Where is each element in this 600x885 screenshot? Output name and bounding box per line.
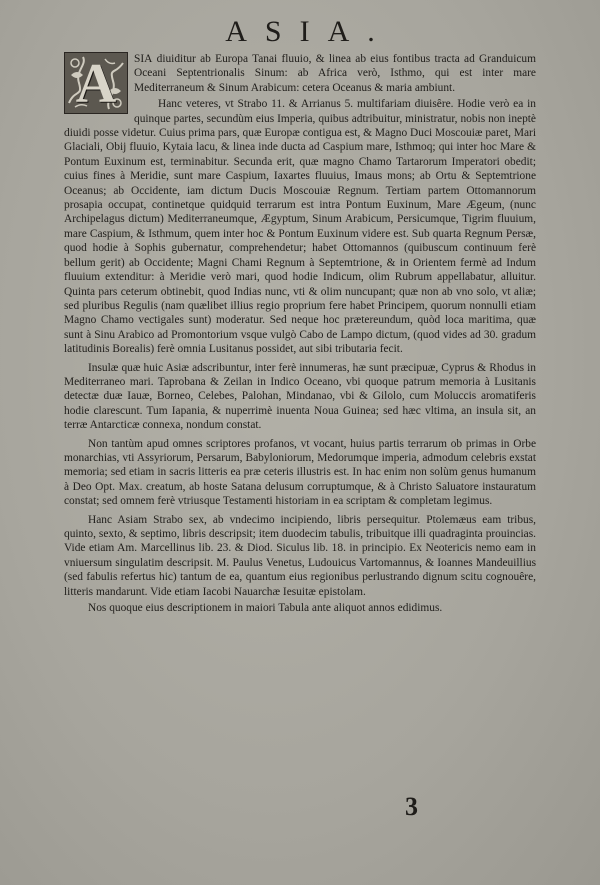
ornamental-initial-a-icon: [64, 52, 128, 114]
paragraph-1: [64, 52, 536, 114]
body-text: [64, 52, 536, 617]
paragraph-2: Hanc veteres, vt Strabo 11. & Arrianus 5. multifariam diuisêre. Hodie verò ea in quinque partes, secundùm eius Imperia, quibus adtribuitur, ministratur, nobis non ineptè diuidi posse videtur. Cuius prima pars, quæ Europæ contigua est, & Magno Duci Moscouiæ paret, Mari Glaciali, Obij fluuio, Kytaia lacu, & linea inde ducta ad Caspium mare, Isthmoq; qui inter hoc Mare & Pontum Euxinum est, terminabitur. Secunda erit, quæ magno Chamo Tartarorum Imperatori obedit; cuius fines à Meridie, sunt mare Caspium, Iaxartes fluuius, Imaus mons; ab Ortu & Septemtrione Oceanus; ab Occidente, iam dictum Ducis Moscouiæ Regnum. Tertiam partem Ottomannorum prosapia occupat, continetque quidquid terrarum est intra Pontum Euxinum, Mare Ægeum, (nunc Archipelagus dictum) Mediterraneumque, Ægyptum, Sinum Arabicum, Persicumque, Tigrim fluuium, mare Caspium, & Isthmum, quem inter hoc & Pontum Euxinum videre est. Sub quarta Regnum Persæ, quod hodie à Sophis gubernatur, comprehendetur; habet Ottomannos (quibuscum continuum ferè bellum gerit) ab Occidente; Magni Chami Regnum à Septemtrione, & in Orientem fermè ad Indum fluuium extenditur: à Meridie verò mari, quod hodie Indicum, olim Rubrum appellabatur, alluitur. Quinta pars ceterum obtinebit, quod Indias nunc, vti & olim nuncupant; quæ non ab vno solo, vt aliæ; sed pluribus Regulis (nam quælibet illius regio proprium fere habet Principem, quorum nonnulli etiam Magno Chamo vectigales sunt) moderatur. Sed neque hoc prætereundum, quòd loca maritima, quæ sunt à Sinu Arabico ad Promontorium vsque vulgò Cabo de Lampo dictum, (quod vides ad 30. gradum latitudinis Borealis) ferè omnia Lusitanus possidet, aut sibi tributaria fecit.: [64, 98, 536, 356]
page-title: ASIA.: [225, 15, 393, 48]
page-number: 3: [405, 792, 418, 821]
paragraph-3: Insulæ quæ huic Asiæ adscribuntur, inter ferè innumeras, hæ sunt præcipuæ, Cyprus & Rhodus in Mediterraneo mari. Taprobana & Zeilan in Indico Oceano, vbi quoque patrum memoria à Lusitanis detectæ duæ Iauæ, Borneo, Celebes, Palohan, Mindanao, vbi & Gilolo, cum Moluccis aromatiferis hodie clarescunt. Tum Iapania, & nuperrimè inuenta Noua Guinea; sed hæc vltima, an insula sit, an terræ Antarcticæ connexa, nondum constat.: [64, 361, 536, 432]
paragraph-4: Non tantùm apud omnes scriptores profanos, vt vocant, huius partis terrarum ob primas in Orbe monarchias, vti Assyriorum, Persarum, Babyloniorum, Medorumque imperia, admodum celebris exstat memoria; sed etiam in sacris litteris ea præ ceteris illustris est. In hac enim non solùm genus humanum à Deo Opt. Max. creatum, ab hoste Satana delusum corruptumque, & à Christo Saluatore instauratum constat; sed omnem ferè vtriusque Testamenti historiam in ea scriptam & completam legimus.: [64, 437, 536, 508]
paragraph-1-text: diuiditur ab Europa Tanai fluuio, & linea ab eius fontibus tracta ad Granduicum Oceani Septentrionalis Sinum: ab Africa verò, Isthmo, qui est inter mare Mediterraneum & Sinum Arabicum: cetera Oceanus & maria ambiunt.: [134, 53, 536, 94]
lead-word: SIA: [134, 53, 153, 65]
paragraph-6: Nos quoque eius descriptionem in maiori Tabula ante aliquot annos edidimus.: [88, 602, 443, 615]
initial-letter: A: [75, 53, 117, 114]
paragraph-5: Hanc Asiam Strabo sex, ab vndecimo incipiendo, libris persequitur. Ptolemæus eam tribus, quinto, sexto, & septimo, libris descripsit; item duodecim tabulis, tribuitque illi quadraginta prouincias. Vide etiam Am. Marcellinus lib. 23. & Diod. Siculus lib. 18. in principio. Ex Neotericis nemo eam in vniuersum singulatim descripsit. M. Paulus Venetus, Ludouicus Vartomannus, & Ioannes Mandeuillius (sed fabulis refertus hic) tantum de ea, quantum eius regionibus perlustrando dignum scitu cognouêre, litteris mandarunt. Vide etiam Iacobi Nauarchæ Iesuitæ epistolam.: [64, 513, 536, 598]
